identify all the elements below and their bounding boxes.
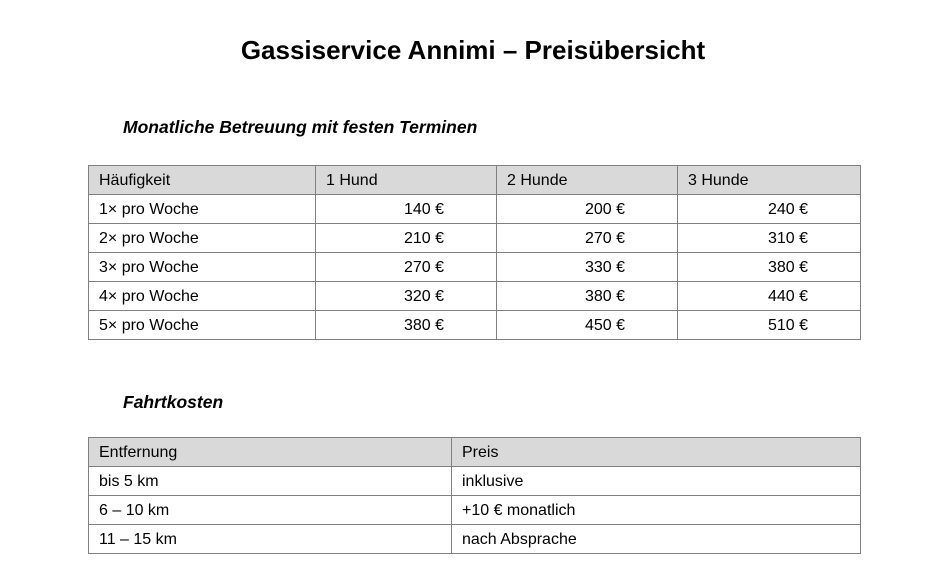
distance-cell: 11 – 15 km: [89, 525, 452, 554]
table-row: [89, 525, 861, 554]
price-cell: inklusive: [452, 467, 861, 496]
frequency-cell: 4× pro Woche: [89, 282, 316, 311]
header-distance: Entfernung: [89, 438, 452, 467]
price-cell: nach Absprache: [452, 525, 861, 554]
price-cell: 380 €: [497, 282, 678, 311]
distance-cell: 6 – 10 km: [89, 496, 452, 525]
price-cell: 210 €: [316, 224, 497, 253]
price-cell: +10 € monatlich: [452, 496, 861, 525]
price-cell: 320 €: [316, 282, 497, 311]
price-cell: 380 €: [316, 311, 497, 340]
frequency-cell: 3× pro Woche: [89, 253, 316, 282]
table-row: [89, 496, 861, 525]
price-cell: 380 €: [678, 253, 861, 282]
table-header-row: [89, 438, 861, 467]
frequency-cell: 1× pro Woche: [89, 195, 316, 224]
table-row: [89, 224, 861, 253]
price-cell: 270 €: [497, 224, 678, 253]
monthly-price-table: [88, 165, 861, 340]
table-row: [89, 467, 861, 496]
header-two-dogs: 2 Hunde: [497, 166, 678, 195]
frequency-cell: 2× pro Woche: [89, 224, 316, 253]
price-cell: 330 €: [497, 253, 678, 282]
price-cell: 200 €: [497, 195, 678, 224]
travel-section-heading: Fahrtkosten: [123, 392, 224, 412]
price-cell: 240 €: [678, 195, 861, 224]
frequency-cell: 5× pro Woche: [89, 311, 316, 340]
distance-cell: bis 5 km: [89, 467, 452, 496]
table-header-row: [89, 166, 861, 195]
table-row: [89, 253, 861, 282]
header-frequency: Häufigkeit: [89, 166, 316, 195]
price-cell: 450 €: [497, 311, 678, 340]
table-row: [89, 311, 861, 340]
price-cell: 140 €: [316, 195, 497, 224]
table-row: [89, 195, 861, 224]
header-one-dog: 1 Hund: [316, 166, 497, 195]
header-three-dogs: 3 Hunde: [678, 166, 861, 195]
page-title: Gassiservice Annimi – Preisübersicht: [240, 35, 706, 65]
price-cell: 310 €: [678, 224, 861, 253]
monthly-section-heading: Monatliche Betreuung mit festen Terminen: [123, 117, 478, 137]
price-cell: 270 €: [316, 253, 497, 282]
price-cell: 440 €: [678, 282, 861, 311]
travel-cost-table: [88, 437, 861, 554]
price-cell: 510 €: [678, 311, 861, 340]
table-row: [89, 282, 861, 311]
header-price: Preis: [452, 438, 861, 467]
